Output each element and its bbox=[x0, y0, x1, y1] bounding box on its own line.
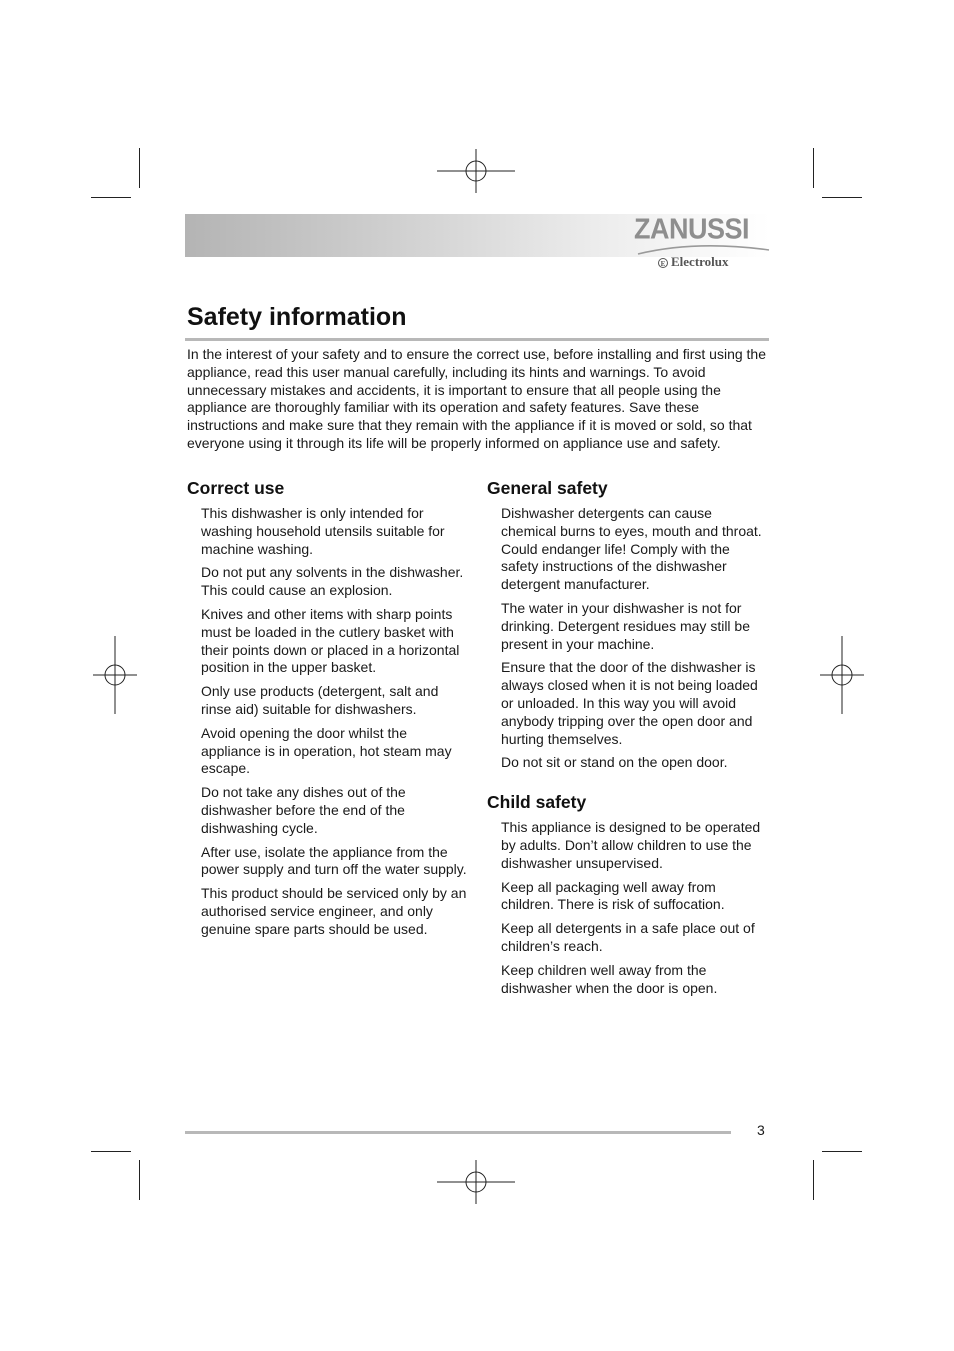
brand-logo bbox=[633, 213, 771, 272]
section-heading: General safety bbox=[487, 478, 608, 498]
right-column bbox=[487, 478, 769, 1003]
section-general-safety bbox=[487, 478, 769, 772]
registration-mark-top bbox=[437, 132, 515, 210]
list-item: Keep all packaging well away from children. There is risk of suffocation. bbox=[501, 878, 725, 913]
brand-sub-label: Electrolux bbox=[671, 254, 729, 269]
list-item: Do not put any solvents in the dishwasher. This could cause an explosion. bbox=[201, 564, 464, 599]
list-item: This appliance is designed to be operated by adults. Don’t allow children to use the dishwasher unsupervised. bbox=[501, 819, 761, 871]
left-column bbox=[187, 478, 469, 945]
page-title: Safety information bbox=[187, 303, 407, 331]
list-item: Knives and other items with sharp points must be loaded in the cutlery basket with their points down or placed in a horizontal position in the upper basket. bbox=[201, 605, 460, 676]
registration-mark-right bbox=[803, 636, 881, 714]
page-number: 3 bbox=[757, 1122, 765, 1138]
crop-mark-top-left-horizontal bbox=[91, 197, 131, 198]
list-item: Dishwasher detergents can cause chemical burns to eyes, mouth and throat. Could endanger life! Comply with the safety instructions of the dishwasher detergent manufacturer. bbox=[501, 505, 762, 593]
list-item: The water in your dishwasher is not for drinking. Detergent residues may still be present in your machine. bbox=[501, 599, 751, 652]
intro-paragraph: In the interest of your safety and to ensure the correct use, before installing and first using the appliance, read this user manual carefully, including its hints and warnings. To avoid unnecessary mistakes and accidents, it is important to ensure that all people using the appliance are thoroughly familiar with its operation and safety features. Save these instructions and make sure that they remain with the appliance if it is moved or sold, so that everyone using it through its life will be properly informed on appliance use and safety. bbox=[187, 346, 766, 451]
list-item: Do not sit or stand on the open door. bbox=[501, 754, 728, 771]
crop-mark-bottom-left-horizontal bbox=[91, 1151, 131, 1152]
list-item: Do not take any dishes out of the dishwasher before the end of the dishwashing cycle. bbox=[201, 784, 406, 836]
list-item: This product should be serviced only by an authorised service engineer, and only genuine spare parts should be used. bbox=[201, 885, 467, 937]
electrolux-logo-icon: E bbox=[658, 258, 668, 268]
list-item: Ensure that the door of the dishwasher is always closed when it is not being loaded or unloaded. In this way you will avoid anybody tripping over the open door and hurting themselves. bbox=[501, 659, 758, 747]
list-item: Keep all detergents in a safe place out of children’s reach. bbox=[501, 920, 755, 954]
list-item: After use, isolate the appliance from the power supply and turn off the water supply. bbox=[201, 843, 467, 878]
footer-divider bbox=[185, 1131, 731, 1134]
list-item: This dishwasher is only intended for washing household utensils suitable for machine washing. bbox=[201, 505, 445, 557]
crop-mark-bottom-right-vertical bbox=[813, 1160, 814, 1200]
brand-sub bbox=[658, 254, 729, 270]
section-child-safety bbox=[487, 792, 769, 997]
section-heading: Child safety bbox=[487, 792, 587, 813]
crop-mark-bottom-left-vertical bbox=[139, 1160, 140, 1200]
registration-mark-left bbox=[76, 636, 154, 714]
crop-mark-top-right-horizontal bbox=[822, 197, 862, 198]
crop-mark-bottom-right-horizontal bbox=[822, 1151, 862, 1152]
crop-mark-top-left-vertical bbox=[139, 148, 140, 188]
crop-mark-top-right-vertical bbox=[813, 148, 814, 188]
list-item: Avoid opening the door whilst the appliance is in operation, hot steam may escape. bbox=[201, 724, 452, 777]
section-correct-use bbox=[187, 478, 469, 939]
list-item: Keep children well away from the dishwasher when the door is open. bbox=[501, 961, 718, 996]
list-item: Only use products (detergent, salt and rinse aid) suitable for dishwashers. bbox=[201, 683, 439, 717]
brand-name: ZANUSSI bbox=[633, 213, 749, 245]
section-heading: Correct use bbox=[187, 478, 285, 498]
title-divider bbox=[185, 338, 769, 341]
registration-mark-bottom bbox=[437, 1143, 515, 1221]
